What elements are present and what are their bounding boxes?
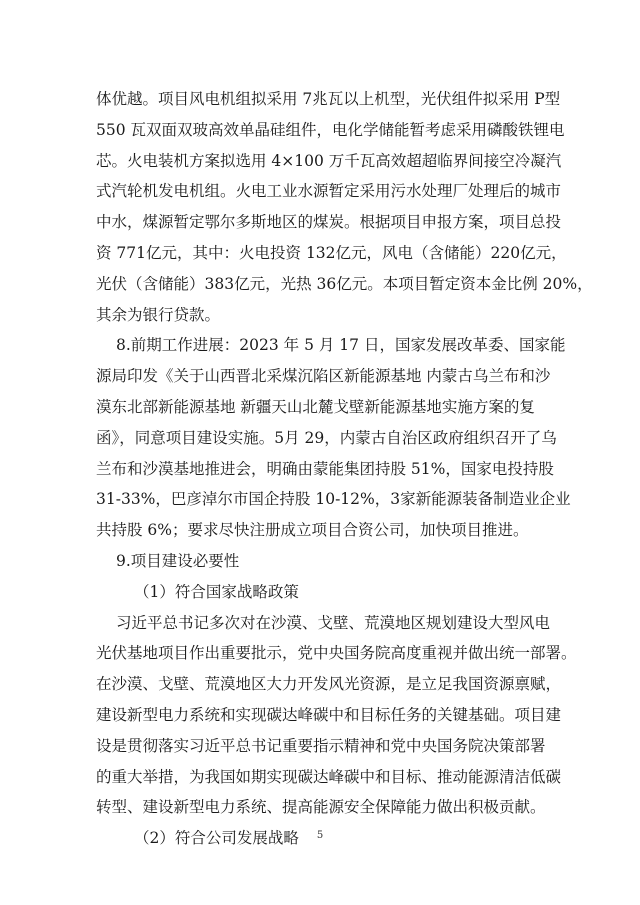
text-line: 光伏基地项目作出重要批示，党中央国务院高度重视并做出统一部署。 — [96, 644, 577, 663]
text-line: 式汽轮机发电机组。火电工业水源暂定采用污水处理厂处理后的城市 — [96, 182, 562, 201]
text-line: 建设新型电力系统和实现碳达峰碳中和目标任务的关键基础。项目建 — [96, 705, 562, 724]
text-line: 31-33%，巴彦淖尔市国企持股 10-12%，3家新能源装备制造业企业 — [96, 490, 571, 509]
text-line: 函》，同意项目建设实施。5月 29，内蒙古自治区政府组织召开了乌 — [96, 428, 557, 447]
text-line: 漠东北部新能源基地 新疆天山北麓戈壁新能源基地实施方案的复 — [96, 397, 535, 416]
text-line: 转型、建设新型电力系统、提高能源安全保障能力做出积极贡献。 — [96, 798, 546, 817]
text-line: 资 771亿元，其中：火电投资 132亿元，风电（含储能）220亿元， — [96, 243, 567, 262]
body-text — [96, 84, 593, 854]
page-number: 5 — [316, 830, 324, 841]
text-line: 550 瓦双面双玻高效单晶硅组件，电化学储能暂考虑采用磷酸铁锂电 — [96, 120, 565, 139]
text-line: 共持股 6%；要求尽快注册成立项目合资公司，加快项目推进。 — [96, 521, 529, 540]
text-line: 设是贯彻落实习近平总书记重要指示精神和党中央国务院决策部署 — [96, 736, 546, 755]
subsection-1-heading: （1）符合国家战略政策 — [134, 582, 299, 601]
subsection-2-heading: （2）符合公司发展战略 — [134, 829, 299, 848]
text-line: 光伏（含储能）383亿元，光热 36亿元。本项目暂定资本金比例 20%， — [96, 274, 593, 293]
text-line: 习近平总书记多次对在沙漠、戈壁、荒漠地区规划建设大型风电 — [116, 613, 551, 632]
text-line: 的重大举措，为我国如期实现碳达峰碳中和目标、推动能源清洁低碳 — [96, 767, 562, 786]
section-9-heading: 9.项目建设必要性 — [116, 551, 240, 570]
text-line: 芯。火电装机方案拟选用 4×100 万千瓦高效超超临界间接空冷凝汽 — [96, 151, 562, 170]
text-line: 中水，煤源暂定鄂尔多斯地区的煤炭。根据项目申报方案，项目总投 — [96, 213, 562, 232]
text-line: 体优越。项目风电机组拟采用 7兆瓦以上机型，光伏组件拟采用 P型 — [96, 90, 561, 108]
text-line: 兰布和沙漠基地推进会，明确由蒙能集团持股 51%，国家电投持股 — [96, 459, 554, 478]
section-8-heading-line: 8.前期工作进展：2023 年 5 月 17 日，国家发展改革委、国家能 — [116, 336, 566, 355]
text-line: 源局印发《关于山西晋北采煤沉陷区新能源基地 内蒙古乌兰布和沙 — [96, 367, 551, 386]
text-line: 在沙漠、戈壁、荒漠地区大力开发风光资源，是立足我国资源禀赋， — [96, 675, 562, 694]
text-line: 其余为银行贷款。 — [96, 305, 221, 324]
